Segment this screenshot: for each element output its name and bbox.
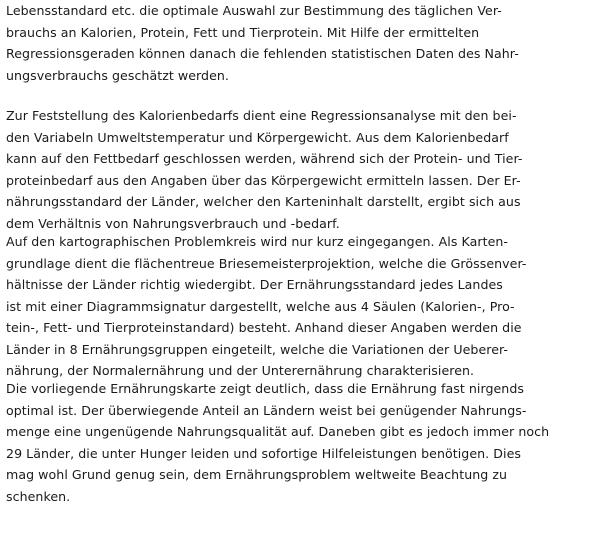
- text-line: mag wohl Grund genug sein, dem Ernährungsproblem weltweite Beachtung zu: [6, 467, 508, 482]
- text-line: brauchs an Kalorien, Protein, Fett und Tierprotein. Mit Hilfe der ermittelten: [6, 24, 480, 40]
- text-line: Länder in 8 Ernährungsgruppen eingeteilt, welche die Variationen der Ueberer-: [6, 341, 509, 357]
- text-line: den Variabeln Umweltstemperatur und Körpergewicht. Aus dem Kalorienbedarf: [6, 129, 509, 145]
- paragraph-calorie-requirement: [6, 105, 596, 234]
- text-line: tein-, Fett- und Tierproteinstandard) besteht. Anhand dieser Angaben werden die: [6, 320, 522, 335]
- text-line: kann auf den Fettbedarf geschlossen werden, während sich der Protein- und Tier-: [6, 151, 523, 166]
- text-line: Zur Feststellung des Kalorienbedarfs dient eine Regressionsanalyse mit den bei-: [6, 108, 517, 123]
- paragraph-cartography: [6, 231, 596, 382]
- text-line: menge eine ungenügende Nahrungsqualität auf. Daneben gibt es jedoch immer noch: [6, 424, 550, 439]
- text-line: schenken.: [6, 488, 71, 504]
- paragraph-conclusion: [6, 378, 596, 507]
- text-line: dem Verhältnis von Nahrungsverbrauch und -bedarf.: [6, 215, 340, 231]
- text-line: ist mit einer Diagrammsignatur dargestellt, welche aus 4 Säulen (Kalorien-, Pro-: [6, 298, 515, 314]
- text-line: Lebensstandard etc. die optimale Auswahl zur Bestimmung des täglichen Ver-: [6, 3, 502, 18]
- text-line: nährungsstandard der Länder, welcher den Karteninhalt darstellt, ergibt sich aus: [6, 194, 521, 209]
- text-line: grundlage dient die flächentreue Briesemeisterprojektion, welche die Grössenver-: [6, 255, 527, 271]
- text-line: nährung, der Normalernährung und der Unterernährung charakterisieren.: [6, 363, 475, 378]
- text-line: Die vorliegende Ernährungskarte zeigt deutlich, dass die Ernährung fast nirgends: [6, 381, 524, 396]
- paragraph-nutrition-data: [6, 0, 596, 86]
- text-line: Regressionsgeraden können danach die fehlenden statistischen Daten des Nahr-: [6, 46, 519, 61]
- text-line: ungsverbrauchs geschätzt werden.: [6, 67, 229, 83]
- text-line: hältnisse der Länder richtig wiedergibt. Der Ernährungsstandard jedes Landes: [6, 277, 503, 292]
- text-line: Auf den kartographischen Problemkreis wird nur kurz eingegangen. Als Karten-: [6, 234, 509, 249]
- text-line: 29 Länder, die unter Hunger leiden und sofortige Hilfeleistungen benötigen. Dies: [6, 445, 521, 461]
- text-line: optimal ist. Der überwiegende Anteil an Ländern weist bei genügender Nahrungs-: [6, 402, 527, 418]
- text-line: proteinbedarf aus den Angaben über das Körpergewicht ermitteln lassen. Der Er-: [6, 172, 521, 188]
